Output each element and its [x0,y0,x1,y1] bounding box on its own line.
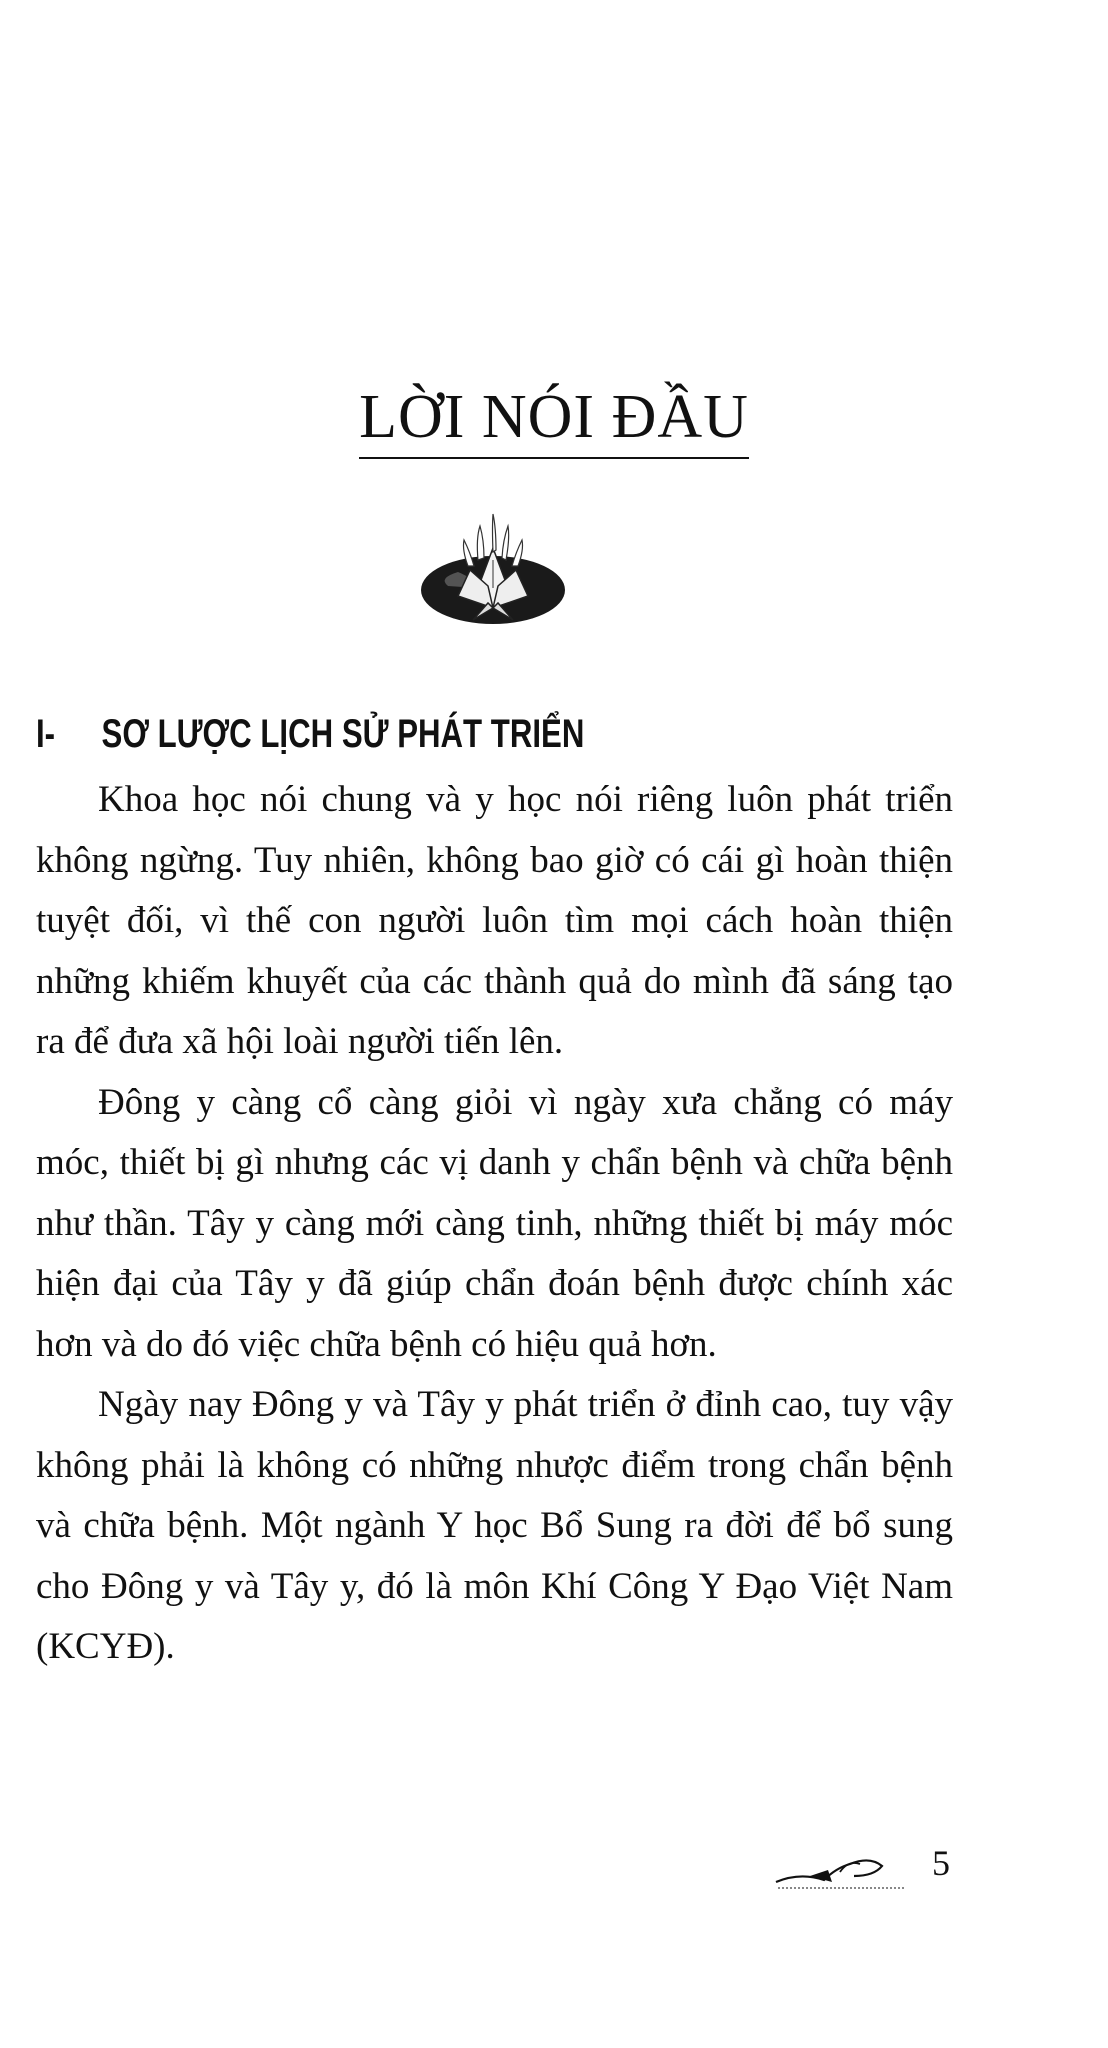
page-title [0,380,1108,454]
paragraph: Ngày nay Đông y và Tây y phát triển ở đỉnh cao, tuy vậy không phải là không có những nhược điểm trong chẩn bệnh và chữa bệnh. Một ngành Y học Bổ Sung ra đời để bổ sung cho Đông y và Tây y, đó là môn Khí Công Y Đạo Việt Nam (KCYĐ). [36,1384,953,1667]
section-heading [36,712,584,757]
paragraph: Khoa học nói chung và y học nói riêng luôn phát triển không ngừng. Tuy nhiên, không bao giờ có cái gì hoàn thiện tuyệt đối, vì thế con người luôn tìm mọi cách hoàn thiện những khiếm khuyết của các thành quả do mình đã sáng tạo ra để đưa xã hội loài người tiến lên. [36,779,953,1062]
decorative-flourish-icon [770,1842,910,1890]
section-heading-text: SƠ LƯỢC LỊCH SỬ PHÁT TRIỂN [101,712,585,756]
body-text [36,770,953,1678]
section-number: I- [36,712,56,756]
page-footer [770,1842,980,1892]
paragraph: Đông y càng cổ càng giỏi vì ngày xưa chẳng có máy móc, thiết bị gì nhưng các vị danh y chẩn bệnh và chữa bệnh như thần. Tây y càng mới càng tinh, những thiết bị máy móc hiện đại của Tây y đã giúp chẩn đoán bệnh được chính xác hơn và do đó việc chữa bệnh có hiệu quả hơn. [36,1081,953,1365]
lotus-flower-icon [418,508,568,638]
page-number: 5 [932,1843,950,1883]
page-title-text: LỜI NÓI ĐẦU [359,383,749,459]
